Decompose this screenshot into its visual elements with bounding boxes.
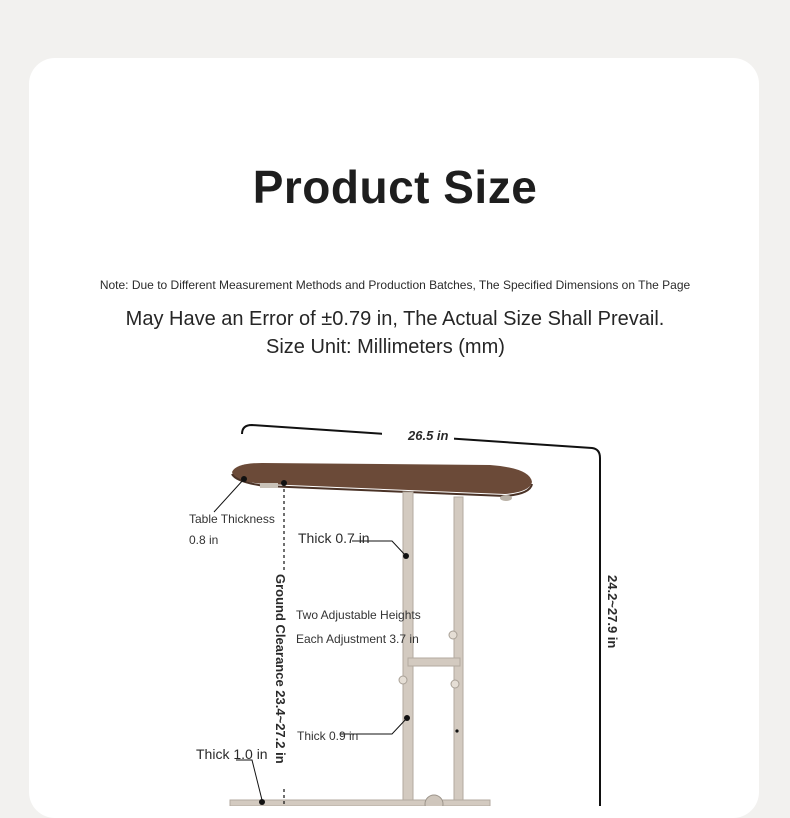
- adjust-knob-2: [451, 680, 459, 688]
- lower-leg-dot: [455, 729, 458, 732]
- adjustable-heights-label: Two Adjustable Heights: [296, 608, 421, 622]
- height-label: 24.2~27.9 in: [605, 575, 620, 649]
- leg-front: [403, 492, 413, 806]
- tabletop-knob: [500, 495, 512, 501]
- size-unit: Size Unit: Millimeters (mm): [266, 336, 505, 358]
- base-frame: [230, 800, 490, 806]
- thickness-leader: [214, 479, 244, 512]
- adjust-knob-3: [449, 631, 457, 639]
- base-thick-leader: [236, 760, 262, 800]
- adjustment-amount-label: Each Adjustment 3.7 in: [296, 632, 419, 646]
- base-thick-point: [259, 799, 265, 805]
- thick-upper-label: Thick 0.7 in: [298, 530, 370, 546]
- measurement-note: Note: Due to Different Measurement Methods and Production Batches, The Specified Dimensions on The Page: [99, 278, 691, 292]
- thick-base-label: Thick 1.0 in: [196, 746, 268, 762]
- width-label: 26.5 in: [408, 428, 449, 443]
- caster-wheel: [425, 795, 443, 806]
- table-thickness-title: Table Thickness: [189, 512, 275, 526]
- table-thickness-value: 0.8 in: [189, 533, 219, 547]
- adjust-knob-1: [399, 676, 407, 684]
- tabletop-bracket: [260, 483, 278, 488]
- leg-back: [454, 497, 463, 806]
- tabletop-shape: [232, 463, 532, 494]
- error-disclaimer: May Have an Error of ±0.79 in, The Actual Size Shall Prevail.: [125, 308, 665, 330]
- ground-clearance-label: Ground Clearance 23.4~27.2 in: [273, 574, 288, 764]
- thick-lower-label: Thick 0.9 in: [297, 729, 359, 743]
- page-title: Product Size: [252, 161, 538, 213]
- leg-crossbar: [408, 658, 460, 666]
